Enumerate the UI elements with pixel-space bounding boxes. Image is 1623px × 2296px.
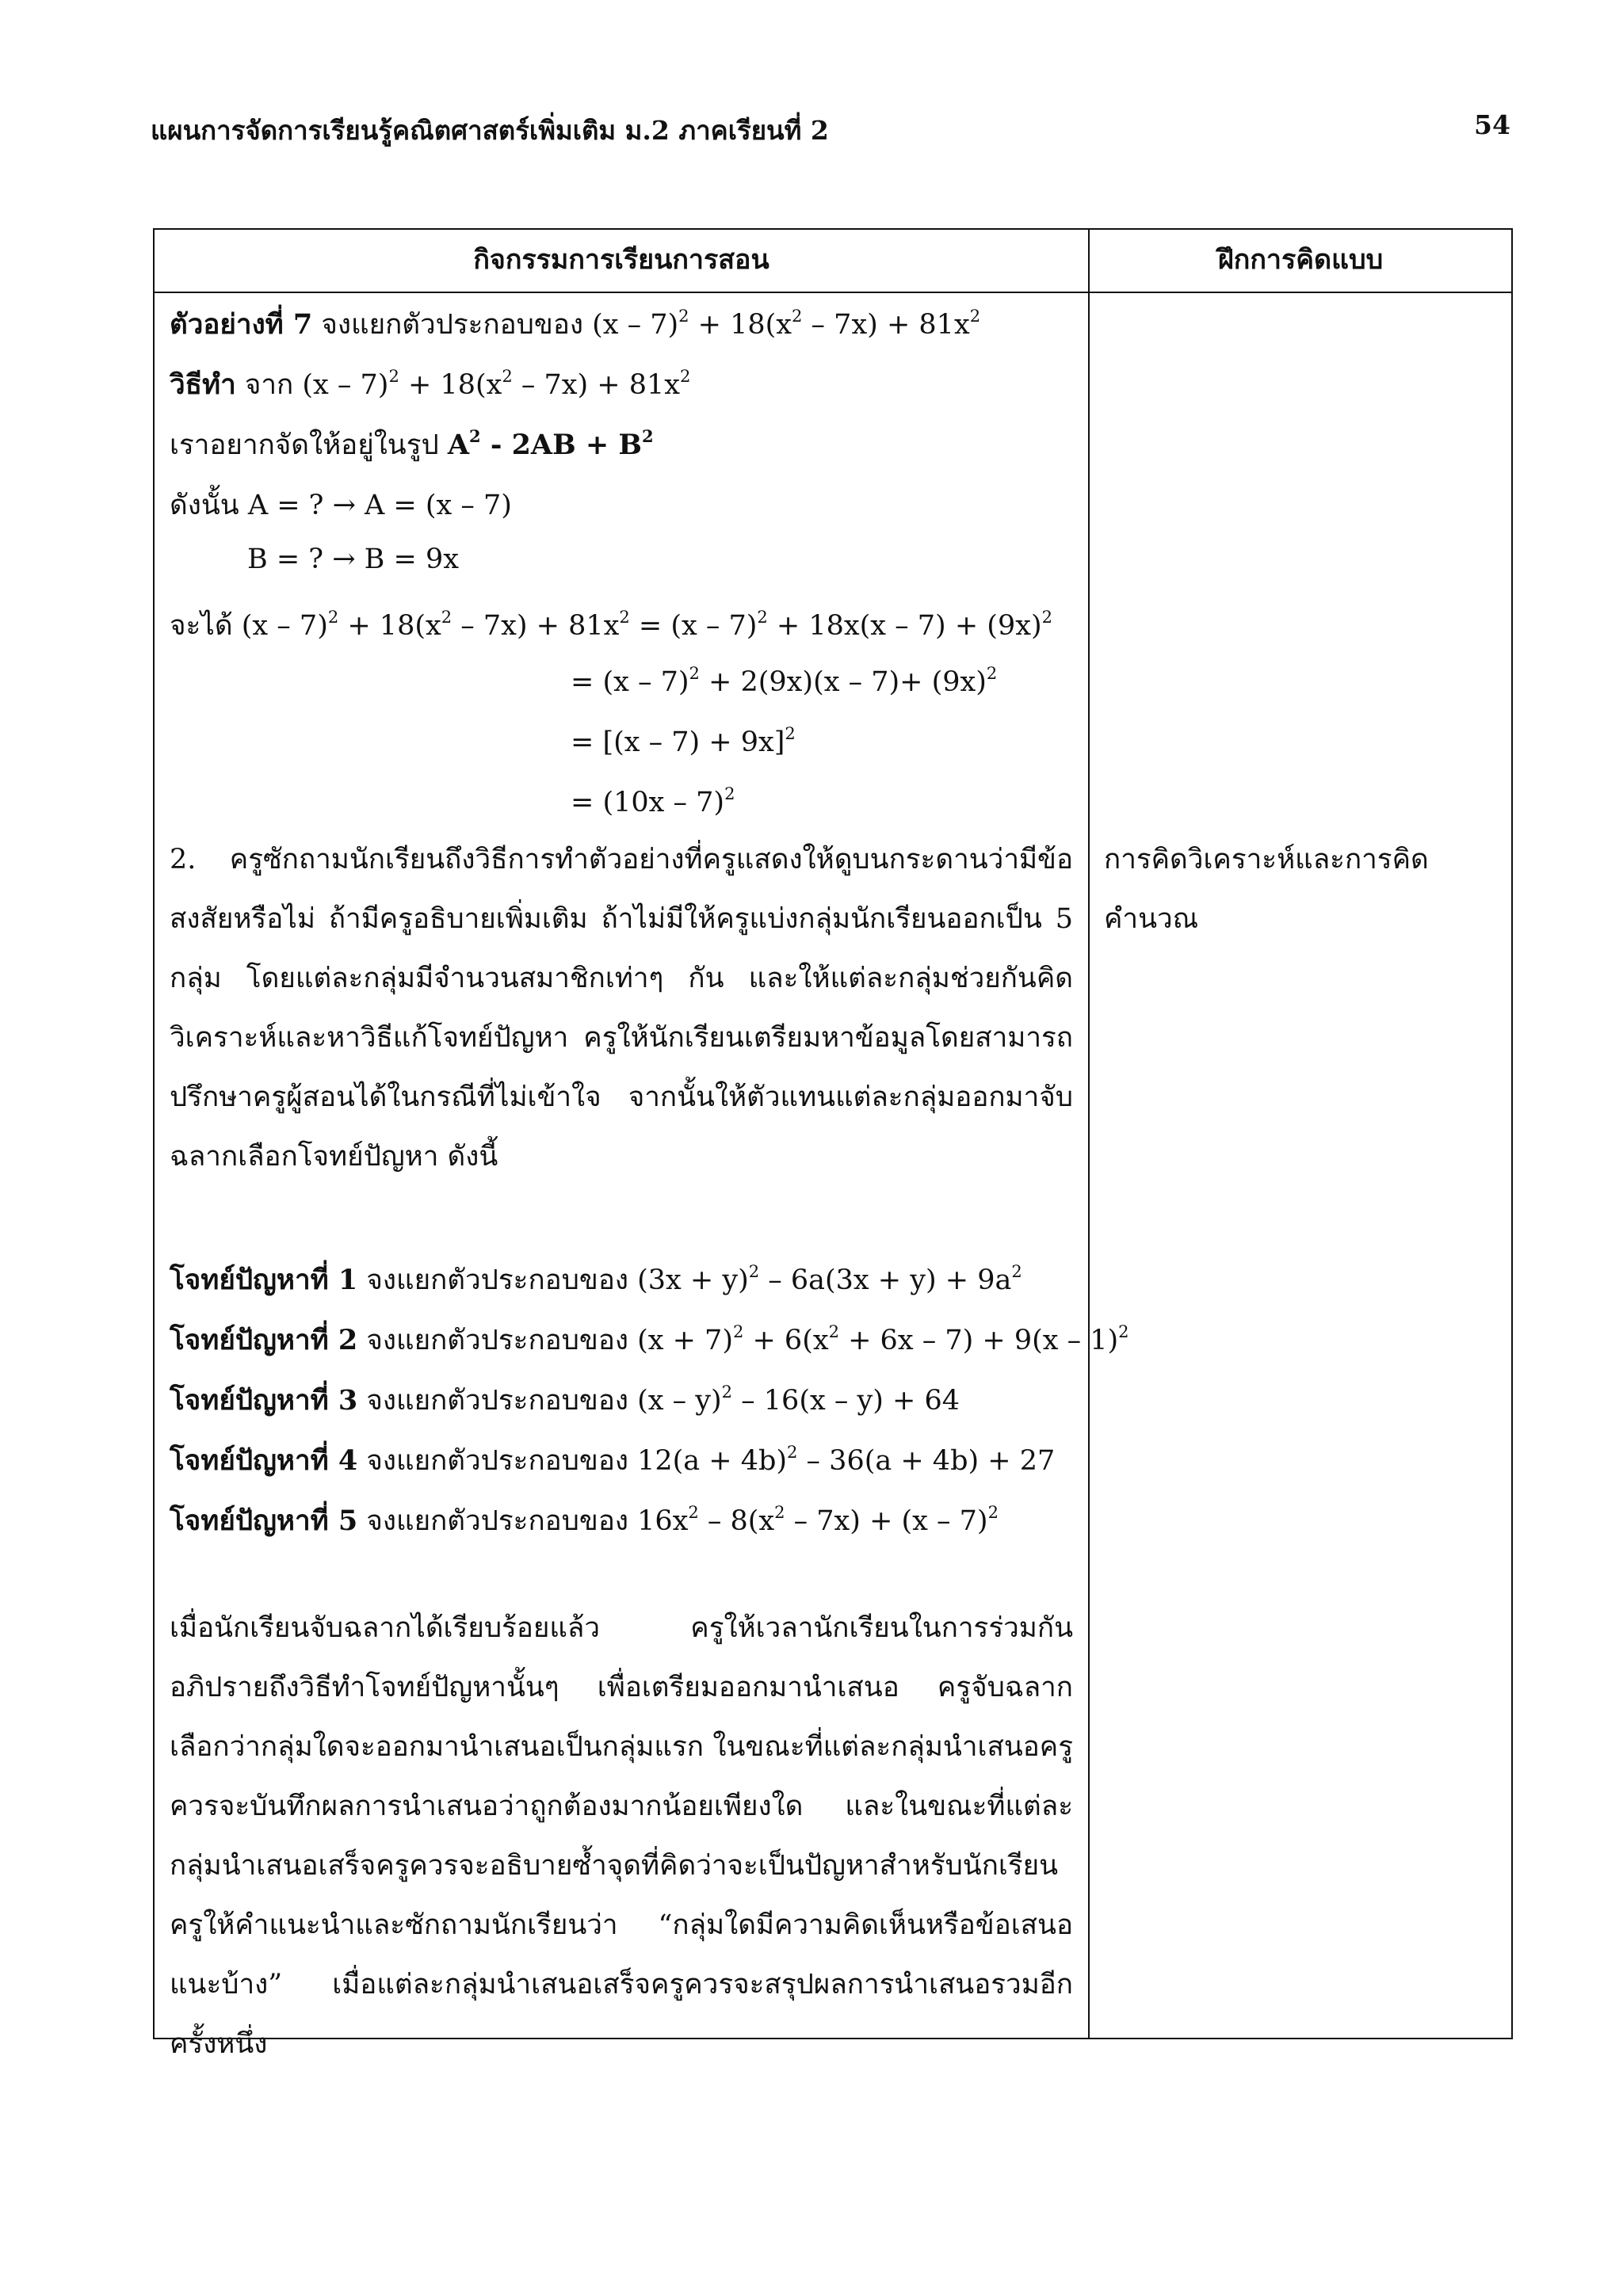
- target-form-formula: $A^2 - 2AB + B^2$: [447, 426, 654, 461]
- derivation-step-3: = $[(x - 7) + 9x]^2$: [571, 724, 796, 758]
- then-word: จะได้: [170, 610, 233, 642]
- example-title-line: [170, 303, 980, 346]
- example-label: ตัวอย่างที่ 7: [170, 308, 313, 341]
- arrow-icon: →: [332, 543, 356, 575]
- header-divider: [153, 292, 1513, 293]
- column-divider: [1088, 228, 1090, 2039]
- solution-expression: $(x - 7)^2 + 18(x^2 - 7x) + 81x^2$: [302, 367, 691, 401]
- problem-3-expression: (x – y)$^2$ – 16(x – y) + 64: [637, 1383, 960, 1417]
- derivation-step-2: = $(x - 7)^2 + 2(9x)(x - 7)+ (9x)^2$: [571, 664, 998, 698]
- page-header-title: แผนการจัดการเรียนรู้คณิตศาสตร์เพิ่มเติม ม.2 ภาคเรียนที่ 2: [151, 115, 829, 146]
- solution-line: [170, 363, 690, 406]
- problem-5-expression: $16x^2 - 8(x^2 - 7x) + (x - 7)^2$: [637, 1503, 999, 1537]
- assign-a-expression: A = ? → A = (x – 7): [247, 490, 512, 521]
- problem-1-expression: $(3x + y)^2 - 6a(3x + y) + 9a^2$: [637, 1262, 1022, 1296]
- derivation-step-1: จะได้ $(x - 7)^2 + 18(x^2 - 7x) + 81x^2 = (x - 7)^2 + 18x(x - 7) + (9x)^2$: [170, 608, 1052, 642]
- problem-4-expression: $12(a + 4b)^2 - 36(a + 4b) + 27$: [637, 1443, 1056, 1477]
- derivation-step-4: = (10x – 7)$^2$: [571, 784, 735, 818]
- column-header-activities: กิจกรรมการเรียนการสอน: [473, 244, 769, 276]
- problem-1: โจทย์ปัญหาที่ 1 จงแยกตัวประกอบของ $(3x + y)^2 - 6a(3x + y) + 9a^2$: [170, 1262, 1022, 1296]
- assign-a-line: [170, 483, 512, 527]
- arrow-icon: →: [332, 490, 356, 521]
- problem-4: โจทย์ปัญหาที่ 4 จงแยกตัวประกอบของ $12(a + 4b)^2 - 36(a + 4b) + 27$: [170, 1443, 1056, 1477]
- problem-2: โจทย์ปัญหาที่ 2 จงแยกตัวประกอบของ $(x + 7)^2 + 6(x^2 + 6x - 7) + 9(x - 1)^2$: [170, 1322, 1129, 1356]
- problem-5: โจทย์ปัญหาที่ 5 จงแยกตัวประกอบของ $16x^2 - 8(x^2 - 7x) + (x - 7)^2$: [170, 1503, 999, 1537]
- instruction-paragraph-2: เมื่อนักเรียนจับฉลากได้เรียบร้อยแล้ว ครูให้เวลานักเรียนในการร่วมกันอภิปรายถึงวิธีทำโจทย์ปัญหานั้นๆ เพื่อเตรียมออกมานำเสนอ ครูจับฉลากเลือกว่ากลุ่มใดจะออกมานำเสนอเป็นกลุ่มแรก ในขณะที่แต่ละกลุ่มนำเสนอครูควรจะบันทึกผลการนำเสนอว่าถูกต้องมากน้อยเพียงใด และในขณะที่แต่ละกลุ่มนำเสนอเสร็จครูควรจะอธิบายซ้ำจุดที่คิดว่าจะเป็นปัญหาสำหรับนักเรียน ครูให้คำแนะนำและซักถามนักเรียนว่า “กลุ่มใดมีความคิดเห็นหรือข้อเสนอแนะบ้าง” เมื่อแต่ละกลุ่มนำเสนอเสร็จครูควรจะสรุปผลการนำเสนอรวมอีกครั้งหนึ่ง: [170, 1612, 1073, 2060]
- from-word: จาก: [244, 369, 294, 401]
- column-header-thinking: ฝึกการคิดแบบ: [1217, 244, 1384, 276]
- thinking-type: การคิดวิเคราะห์และการคิดคำนวณ: [1104, 844, 1429, 935]
- example-expression: $(x - 7)^2 + 18(x^2 - 7x) + 81x^2$: [592, 307, 981, 341]
- problem-3: โจทย์ปัญหาที่ 3 จงแยกตัวประกอบของ (x – y)$^2$ – 16(x – y) + 64: [170, 1383, 960, 1417]
- example-instruction: จงแยกตัวประกอบของ: [321, 309, 583, 341]
- instruction-paragraph-1: 2. ครูซักถามนักเรียนถึงวิธีการทำตัวอย่างที่ครูแสดงให้ดูบนกระดานว่ามีข้อสงสัยหรือไม่ ถ้ามีครูอธิบายเพิ่มเติม ถ้าไม่มีให้ครูแบ่งกลุ่มนักเรียนออกเป็น 5 กลุ่ม โดยแต่ละกลุ่มมีจำนวนสมาชิกเท่าๆ กัน และให้แต่ละกลุ่มช่วยกันคิดวิเคราะห์และหาวิธีแก้โจทย์ปัญหา ครูให้นักเรียนเตรียมหาข้อมูลโดยสามารถปรึกษาครูผู้สอนได้ในกรณีที่ไม่เข้าใจ จากนั้นให้ตัวแทนแต่ละกลุ่มออกมาจับฉลากเลือกโจทย์ปัญหา ดังนี้: [170, 844, 1073, 1173]
- so-word: ดังนั้น: [170, 490, 239, 521]
- page-number: 54: [1474, 109, 1510, 140]
- assign-b-line: B = ? → B = 9x: [247, 543, 459, 575]
- target-form-text: เราอยากจัดให้อยู่ในรูป: [170, 429, 439, 461]
- target-form-line: [170, 423, 654, 467]
- problem-2-expression: $(x + 7)^2 + 6(x^2 + 6x - 7) + 9(x - 1)^2$: [637, 1322, 1129, 1356]
- solution-label: วิธีทำ: [170, 368, 236, 401]
